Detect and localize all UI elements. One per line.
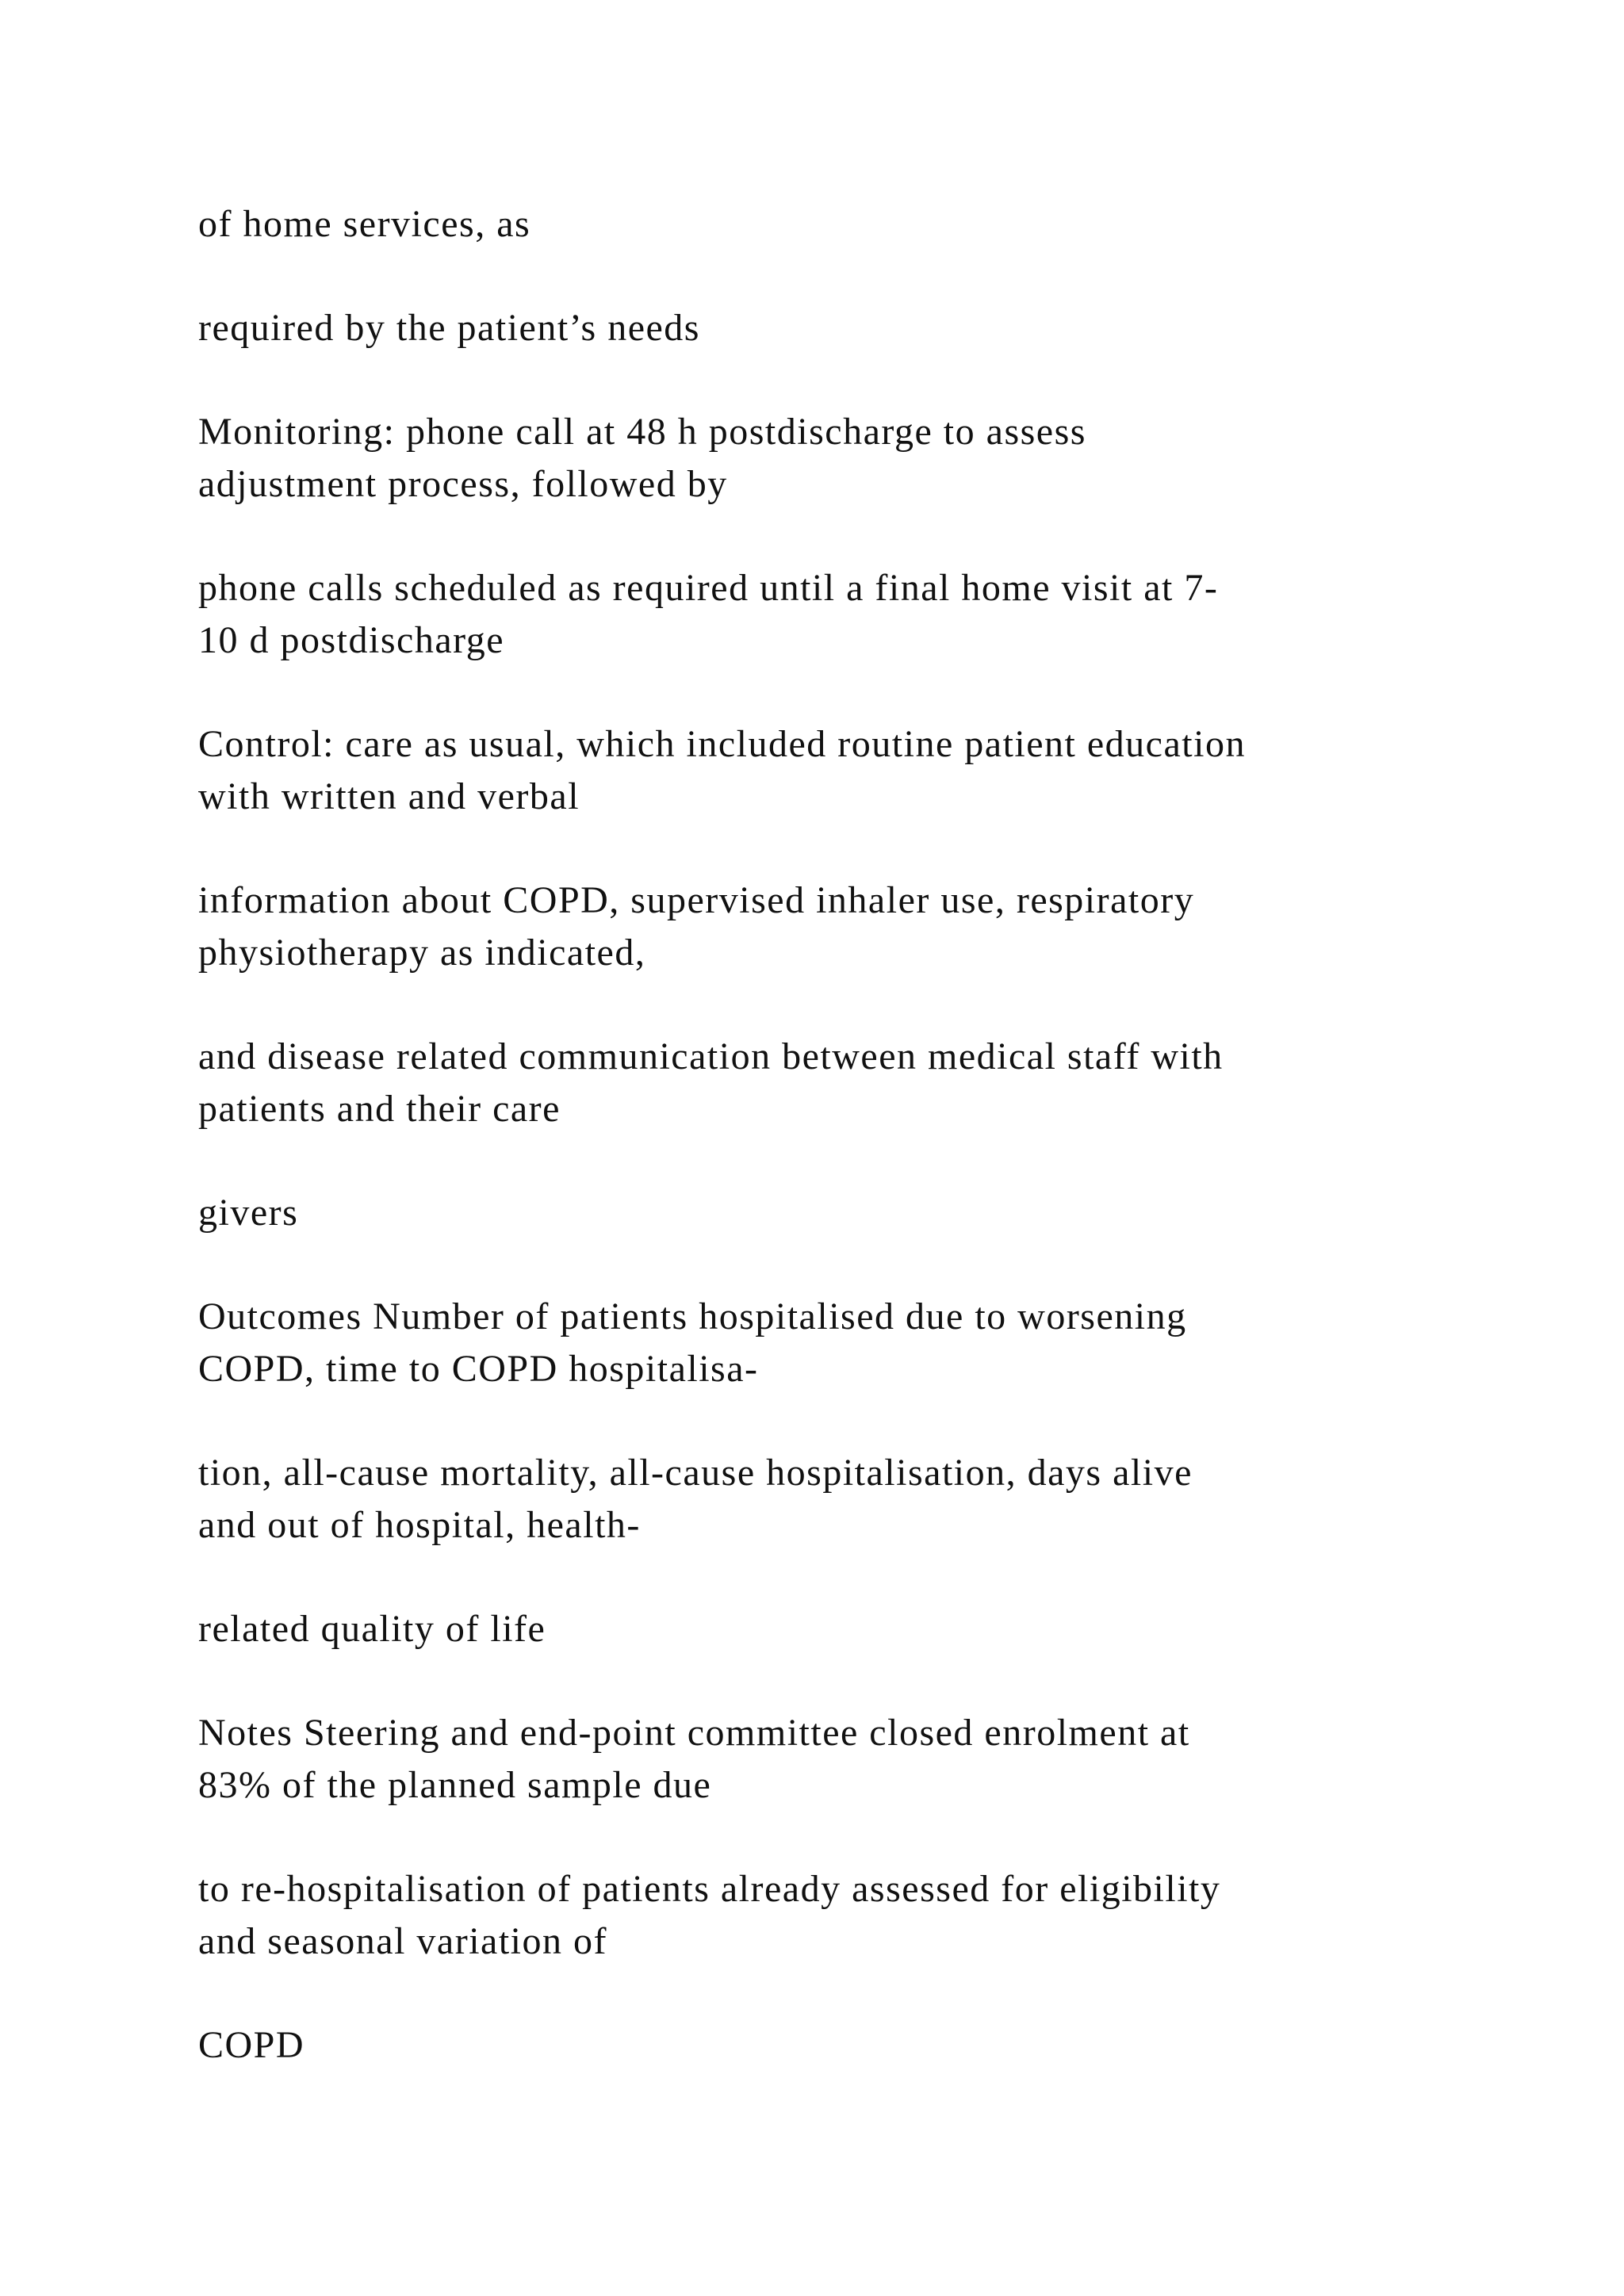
paragraph <box>198 874 1515 979</box>
paragraph <box>198 198 1515 251</box>
text-line: givers <box>198 1192 299 1234</box>
text-line: and seasonal variation of <box>198 1920 607 1962</box>
paragraph <box>198 1863 1515 1968</box>
text-line: Monitoring: phone call at 48 h postdischarge to assess <box>198 411 1086 453</box>
text-line: adjustment process, followed by <box>198 463 728 505</box>
text-line: patients and their care <box>198 1088 561 1130</box>
paragraph <box>198 562 1515 667</box>
text-line: 83% of the planned sample due <box>198 1764 712 1806</box>
text-line: tion, all-cause mortality, all-cause hospitalisation, days alive <box>198 1452 1193 1494</box>
text-line: physiotherapy as indicated, <box>198 932 646 974</box>
text-line: information about COPD, supervised inhaler use, respiratory <box>198 879 1195 921</box>
paragraph <box>198 1031 1515 1135</box>
text-line: Outcomes Number of patients hospitalised due to worsening <box>198 1295 1187 1337</box>
text-line: and out of hospital, health- <box>198 1504 641 1546</box>
paragraph <box>198 2019 1515 2072</box>
text-line: COPD, time to COPD hospitalisa- <box>198 1348 759 1390</box>
paragraph <box>198 1707 1515 1812</box>
text-line: Control: care as usual, which included routine patient education <box>198 723 1246 765</box>
paragraph <box>198 1447 1515 1552</box>
paragraph <box>198 718 1515 823</box>
paragraph <box>198 1603 1515 1655</box>
text-line: Notes Steering and end-point committee closed enrolment at <box>198 1712 1190 1754</box>
text-line: phone calls scheduled as required until a final home visit at 7- <box>198 567 1219 609</box>
text-line: to re-hospitalisation of patients already assessed for eligibility <box>198 1868 1221 1910</box>
paragraph <box>198 1187 1515 1239</box>
text-line: 10 d postdischarge <box>198 619 505 661</box>
text-line: related quality of life <box>198 1608 546 1650</box>
paragraph <box>198 1291 1515 1395</box>
paragraph <box>198 302 1515 354</box>
paragraph <box>198 406 1515 511</box>
text-line: of home services, as <box>198 203 531 245</box>
text-line: with written and verbal <box>198 775 580 817</box>
text-line: COPD <box>198 2024 305 2066</box>
text-line: and disease related communication between medical staff with <box>198 1035 1224 1077</box>
text-line: required by the patient’s needs <box>198 307 700 349</box>
